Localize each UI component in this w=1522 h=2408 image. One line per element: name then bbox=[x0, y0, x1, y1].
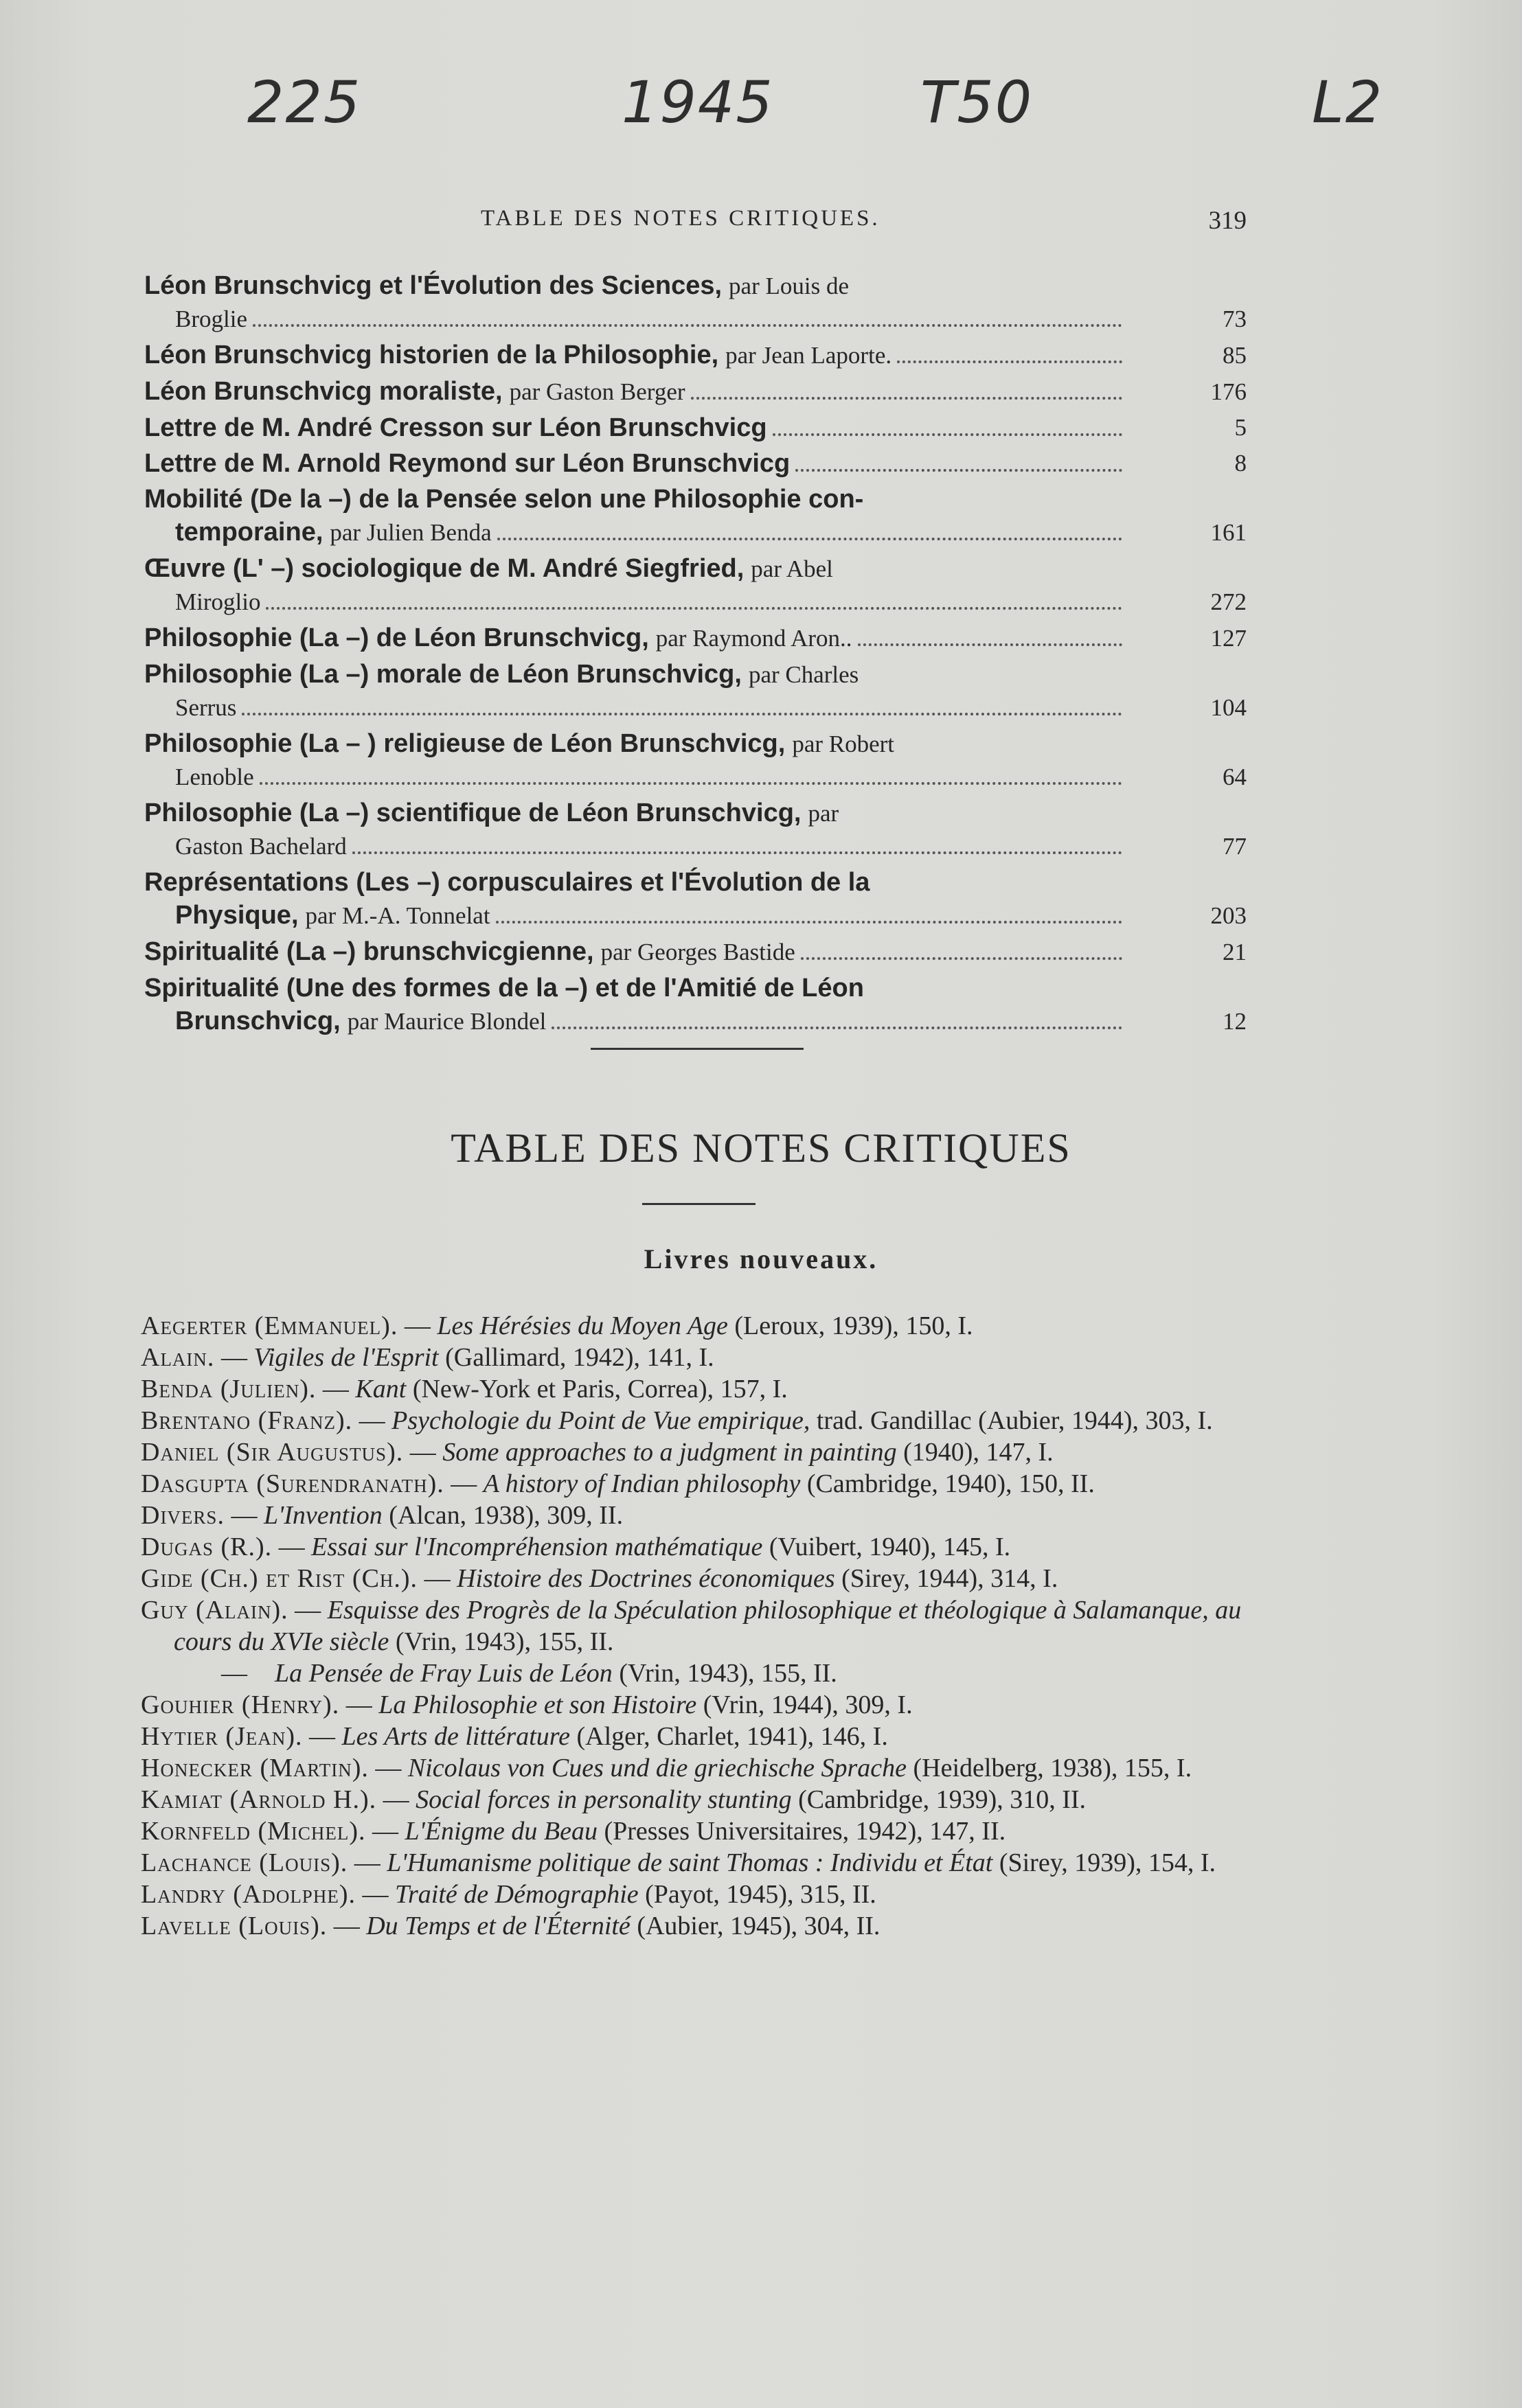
toc-entry bbox=[144, 621, 1247, 655]
book-details: (Vrin, 1943), 155, II. bbox=[395, 1627, 614, 1656]
toc-entry-page: 5 bbox=[1234, 414, 1247, 441]
dot-leader bbox=[691, 397, 1122, 400]
toc-entry-title: Philosophie (La –) scientifique de Léon Brunschvicg, bbox=[144, 799, 802, 827]
book-title: L'Humanisme politique de saint Thomas : Individu et État bbox=[387, 1848, 993, 1877]
toc-entry-page: 203 bbox=[1210, 902, 1247, 929]
book-details: (Payot, 1945), 315, II. bbox=[645, 1880, 876, 1909]
book-author: Dasgupta (Surendranath). bbox=[141, 1469, 444, 1498]
book-author: Honecker (Martin). bbox=[141, 1754, 369, 1782]
toc-entry-line bbox=[144, 761, 1126, 794]
book-entry: Aegerter (Emmanuel). — Les Hérésies du Moyen Age (Leroux, 1939), 150, I. bbox=[141, 1311, 973, 1340]
book-title: Essai sur l'Incompréhension mathématique bbox=[311, 1533, 763, 1561]
toc-entry-line bbox=[144, 658, 1126, 691]
toc-entry-title: Physique, bbox=[175, 901, 299, 930]
book-author: Alain. bbox=[141, 1343, 215, 1372]
toc-entry-page: 21 bbox=[1223, 939, 1247, 965]
book-details: (Alger, Charlet, 1941), 146, I. bbox=[576, 1722, 888, 1751]
book-details: (Sirey, 1944), 314, I. bbox=[841, 1564, 1058, 1593]
toc-entry-page: 8 bbox=[1234, 450, 1247, 477]
toc-entry-line bbox=[144, 935, 1126, 969]
book-author: Kamiat (Arnold H.). bbox=[141, 1785, 377, 1814]
toc-entry-line bbox=[144, 483, 1126, 516]
toc-entry-page: 85 bbox=[1223, 342, 1247, 369]
book-title: Esquisse des Progrès de la Spéculation philosophique et théologique à Salamanque, au cours du XVIe siècle bbox=[174, 1596, 1242, 1656]
sub-title: Livres nouveaux. bbox=[644, 1243, 878, 1274]
toc-entry-line bbox=[144, 375, 1126, 409]
toc-entry-title: Philosophie (La – ) religieuse de Léon Brunschvicg, bbox=[144, 729, 786, 758]
book-title: L'Invention bbox=[263, 1501, 383, 1530]
toc-entry-line bbox=[144, 691, 1126, 724]
toc-entry-page: 104 bbox=[1210, 694, 1247, 721]
toc-entry bbox=[144, 269, 1247, 336]
toc-entry-author: Serrus bbox=[175, 694, 237, 721]
toc-entry-title: Représentations (Les –) corpusculaires et l'Évolution de la bbox=[144, 868, 870, 897]
book-title: Psychologie du Point de Vue empirique, bbox=[391, 1406, 810, 1435]
toc-entry-author: par Louis de bbox=[729, 273, 849, 299]
divider-rule-short bbox=[642, 1203, 756, 1205]
toc-entry-author: par Abel bbox=[751, 555, 833, 582]
page-number: 319 bbox=[1208, 207, 1247, 235]
toc-entry-title: Léon Brunschvicg historien de la Philosophie, bbox=[144, 341, 719, 369]
toc-entry-page: 161 bbox=[1210, 519, 1247, 546]
toc-entry-author: par Maurice Blondel bbox=[347, 1008, 547, 1035]
toc-entry-author: par Julien Benda bbox=[330, 519, 492, 546]
book-title: La Pensée de Fray Luis de Léon bbox=[275, 1659, 613, 1688]
dot-leader bbox=[801, 957, 1122, 960]
toc-entry-line bbox=[144, 411, 1126, 444]
ditto-dash: — bbox=[221, 1659, 247, 1688]
book-title: Vigiles de l'Esprit bbox=[253, 1343, 439, 1372]
book-details: (Vrin, 1943), 155, II. bbox=[619, 1659, 837, 1688]
toc-entry-title: Léon Brunschvicg moraliste, bbox=[144, 377, 503, 406]
book-details: (Cambridge, 1940), 150, II. bbox=[806, 1469, 1095, 1498]
toc-entry-line bbox=[144, 866, 1126, 899]
section-title: TABLE DES NOTES CRITIQUES bbox=[451, 1125, 1071, 1171]
handwritten-note-4: L2 bbox=[1312, 69, 1384, 136]
books-list bbox=[141, 1310, 1248, 1942]
dot-leader bbox=[260, 782, 1122, 785]
dot-leader bbox=[497, 538, 1122, 540]
book-entry: Brentano (Franz). — Psychologie du Point de Vue empirique, trad. Gandillac (Aubier, 1944), 303, I. bbox=[141, 1406, 1213, 1435]
toc-entry bbox=[144, 447, 1247, 480]
book-entry: Divers. — L'Invention (Alcan, 1938), 309, II. bbox=[141, 1501, 624, 1530]
book-author: Dugas (R.). bbox=[141, 1533, 273, 1561]
book-author: Divers. bbox=[141, 1501, 225, 1530]
book-details: trad. Gandillac (Aubier, 1944), 303, I. bbox=[816, 1406, 1213, 1435]
book-title: Du Temps et de l'Éternité bbox=[366, 1912, 631, 1940]
toc-entry-author: par Robert bbox=[792, 731, 895, 757]
dot-leader bbox=[352, 851, 1122, 854]
toc-entry-page: 12 bbox=[1223, 1008, 1247, 1035]
book-author: Benda (Julien). bbox=[141, 1375, 317, 1403]
toc-entry-line bbox=[144, 269, 1126, 303]
dot-leader bbox=[253, 324, 1122, 327]
toc-entry-title: Lettre de M. Arnold Reymond sur Léon Brunschvicg bbox=[144, 449, 791, 478]
book-details: (New-York et Paris, Correa), 157, I. bbox=[412, 1375, 788, 1403]
toc-entry-line bbox=[144, 339, 1126, 372]
toc-entry bbox=[144, 796, 1247, 863]
book-title: Some approaches to a judgment in painting bbox=[442, 1438, 897, 1467]
toc-entry-author: par M.-A. Tonnelat bbox=[305, 902, 490, 929]
handwritten-note-3: T50 bbox=[920, 69, 1034, 136]
toc-entry-title: Lettre de M. André Cresson sur Léon Brunschvicg bbox=[144, 413, 767, 442]
dot-leader bbox=[858, 643, 1122, 646]
book-entry: Kamiat (Arnold H.). — Social forces in personality stunting (Cambridge, 1939), 310, II. bbox=[141, 1785, 1087, 1814]
book-entry: Daniel (Sir Augustus). — Some approaches to a judgment in painting (1940), 147, I. bbox=[141, 1438, 1054, 1467]
book-title: A history of Indian philosophy bbox=[483, 1469, 801, 1498]
dot-leader bbox=[266, 607, 1122, 610]
toc-entry bbox=[144, 972, 1247, 1038]
toc-entry-author: Lenoble bbox=[175, 764, 254, 790]
toc-entry-page: 127 bbox=[1210, 625, 1247, 652]
book-entry: Gouhier (Henry). — La Philosophie et son Histoire (Vrin, 1944), 309, I. bbox=[141, 1690, 913, 1719]
toc-entry-line bbox=[144, 586, 1126, 619]
book-entry: Dugas (R.). — Essai sur l'Incompréhension mathématique (Vuibert, 1940), 145, I. bbox=[141, 1533, 1011, 1561]
toc-entry-line bbox=[144, 727, 1126, 761]
toc-entry bbox=[144, 339, 1247, 372]
book-author: Gouhier (Henry). bbox=[141, 1690, 340, 1719]
book-entry: Hytier (Jean). — Les Arts de littérature (Alger, Charlet, 1941), 146, I. bbox=[141, 1722, 888, 1751]
toc-entry-page: 64 bbox=[1223, 764, 1247, 790]
toc-entry-line bbox=[144, 447, 1126, 480]
book-details: (Alcan, 1938), 309, II. bbox=[389, 1501, 624, 1530]
toc-entry-author: par Charles bbox=[748, 661, 859, 688]
toc-entry-author: par Georges Bastide bbox=[600, 939, 795, 965]
book-title: L'Énigme du Beau bbox=[405, 1817, 598, 1846]
toc-entry bbox=[144, 866, 1247, 932]
book-entry: Landry (Adolphe). — Traité de Démographie (Payot, 1945), 315, II. bbox=[141, 1880, 876, 1909]
toc-entry-line bbox=[144, 972, 1126, 1005]
toc-entry-title: Philosophie (La –) de Léon Brunschvicg, bbox=[144, 623, 649, 652]
toc-entry-title: Léon Brunschvicg et l'Évolution des Sciences, bbox=[144, 271, 723, 300]
book-entry: Gide (Ch.) et Rist (Ch.). — Histoire des Doctrines économiques (Sirey, 1944), 314, I. bbox=[141, 1564, 1058, 1593]
toc-entry-page: 176 bbox=[1210, 378, 1247, 405]
toc-entry bbox=[144, 658, 1247, 724]
book-details: (1940), 147, I. bbox=[903, 1438, 1054, 1467]
book-title: Les Hérésies du Moyen Age bbox=[437, 1311, 728, 1340]
handwritten-note-2: 1945 bbox=[622, 69, 774, 136]
toc-entry-author: par Jean Laporte. bbox=[725, 342, 892, 369]
book-entry: Guy (Alain). — Esquisse des Progrès de la Spéculation philosophique et théologique à Salamanque, au cours du XVIe siècle (Vrin, 1943), 155, II. bbox=[141, 1596, 1242, 1656]
toc-entry-line bbox=[144, 621, 1126, 655]
toc-entry-line bbox=[144, 552, 1126, 586]
toc-entry-author: Gaston Bachelard bbox=[175, 833, 347, 860]
toc-entry-author: par bbox=[808, 800, 839, 827]
toc-entry-title: Œuvre (L' –) sociologique de M. André Siegfried, bbox=[144, 554, 745, 583]
book-title: La Philosophie et son Histoire bbox=[378, 1690, 697, 1719]
book-title: Histoire des Doctrines économiques bbox=[457, 1564, 835, 1593]
toc-entry-line bbox=[144, 830, 1126, 863]
book-details: (Vuibert, 1940), 145, I. bbox=[769, 1533, 1011, 1561]
dot-leader bbox=[496, 921, 1122, 924]
book-author: Daniel (Sir Augustus). bbox=[141, 1438, 404, 1467]
book-author: Landry (Adolphe). bbox=[141, 1880, 356, 1909]
book-entry: Kornfeld (Michel). — L'Énigme du Beau (Presses Universitaires, 1942), 147, II. bbox=[141, 1817, 1006, 1846]
book-details: (Presses Universitaires, 1942), 147, II. bbox=[604, 1817, 1006, 1846]
toc-entry-title: Philosophie (La –) morale de Léon Brunschvicg, bbox=[144, 660, 742, 689]
book-author: Kornfeld (Michel). bbox=[141, 1817, 366, 1846]
book-title: Kant bbox=[355, 1375, 407, 1403]
dot-leader bbox=[773, 433, 1122, 436]
book-title: Social forces in personality stunting bbox=[416, 1785, 792, 1814]
toc-entry bbox=[144, 935, 1247, 969]
toc-entry-title: Brunschvicg, bbox=[175, 1007, 341, 1035]
toc-entry-page: 77 bbox=[1223, 833, 1247, 860]
handwritten-note-1: 225 bbox=[247, 69, 362, 136]
toc-entry-page: 272 bbox=[1210, 588, 1247, 615]
book-details: (Cambridge, 1939), 310, II. bbox=[798, 1785, 1087, 1814]
toc-entry-line bbox=[144, 1005, 1126, 1038]
toc-entry bbox=[144, 483, 1247, 549]
toc-list bbox=[144, 269, 1247, 1041]
book-entry bbox=[141, 1658, 1248, 1689]
toc-entry-line bbox=[144, 899, 1126, 932]
book-entry: Lachance (Louis). — L'Humanisme politique de saint Thomas : Individu et État (Sirey, 1939), 154, I. bbox=[141, 1848, 1216, 1877]
toc-entry-author: Miroglio bbox=[175, 588, 261, 615]
book-details: (Leroux, 1939), 150, I. bbox=[734, 1311, 973, 1340]
toc-entry-title: Spiritualité (Une des formes de la –) et de l'Amitié de Léon bbox=[144, 974, 864, 1002]
book-details: (Vrin, 1944), 309, I. bbox=[703, 1690, 913, 1719]
toc-entry-page: 73 bbox=[1223, 306, 1247, 332]
dot-leader bbox=[552, 1027, 1122, 1029]
book-entry: Lavelle (Louis). — Du Temps et de l'Éternité (Aubier, 1945), 304, II. bbox=[141, 1912, 881, 1940]
toc-entry bbox=[144, 552, 1247, 619]
book-author: Brentano (Franz). bbox=[141, 1406, 353, 1435]
toc-entry-line bbox=[144, 796, 1126, 830]
book-author: Gide (Ch.) et Rist (Ch.). bbox=[141, 1564, 418, 1593]
running-head bbox=[144, 206, 1247, 240]
divider-rule bbox=[591, 1048, 804, 1050]
book-entry: Alain. — Vigiles de l'Esprit (Gallimard, 1942), 141, I. bbox=[141, 1343, 714, 1372]
toc-entry-title: Spiritualité (La –) brunschvicgienne, bbox=[144, 937, 594, 966]
book-author: Guy (Alain). bbox=[141, 1596, 288, 1625]
toc-entry-author: Broglie bbox=[175, 306, 247, 332]
toc-entry bbox=[144, 727, 1247, 794]
toc-entry-title: Mobilité (De la –) de la Pensée selon une Philosophie con- bbox=[144, 485, 864, 514]
book-details: (Gallimard, 1942), 141, I. bbox=[445, 1343, 714, 1372]
toc-entry-line bbox=[144, 516, 1126, 549]
dot-leader bbox=[242, 713, 1122, 715]
toc-entry-line bbox=[144, 303, 1126, 336]
book-details: (Sirey, 1939), 154, I. bbox=[999, 1848, 1216, 1877]
book-details: (Heidelberg, 1938), 155, I. bbox=[913, 1754, 1192, 1782]
book-author: Lavelle (Louis). bbox=[141, 1912, 328, 1940]
book-entry: Benda (Julien). — Kant (New-York et Paris, Correa), 157, I. bbox=[141, 1375, 788, 1403]
toc-entry bbox=[144, 375, 1247, 409]
toc-entry-title: temporaine, bbox=[175, 518, 323, 547]
toc-entry-author: par Gaston Berger bbox=[509, 378, 685, 405]
book-author: Hytier (Jean). bbox=[141, 1722, 303, 1751]
running-head-title: TABLE DES NOTES CRITIQUES. bbox=[481, 206, 881, 231]
book-title: Les Arts de littérature bbox=[341, 1722, 571, 1751]
toc-entry-author: par Raymond Aron.. bbox=[655, 625, 852, 652]
book-title: Traité de Démographie bbox=[394, 1880, 639, 1909]
dot-leader bbox=[795, 469, 1122, 472]
book-title: Nicolaus von Cues und die griechische Sprache bbox=[407, 1754, 907, 1782]
dot-leader bbox=[897, 360, 1122, 363]
book-details: (Aubier, 1945), 304, II. bbox=[637, 1912, 881, 1940]
book-entry: Dasgupta (Surendranath). — A history of Indian philosophy (Cambridge, 1940), 150, II. bbox=[141, 1469, 1095, 1498]
book-entry: Honecker (Martin). — Nicolaus von Cues und die griechische Sprache (Heidelberg, 1938), 155, I. bbox=[141, 1754, 1192, 1782]
book-author: Lachance (Louis). bbox=[141, 1848, 348, 1877]
toc-entry bbox=[144, 411, 1247, 444]
book-author: Aegerter (Emmanuel). bbox=[141, 1311, 398, 1340]
